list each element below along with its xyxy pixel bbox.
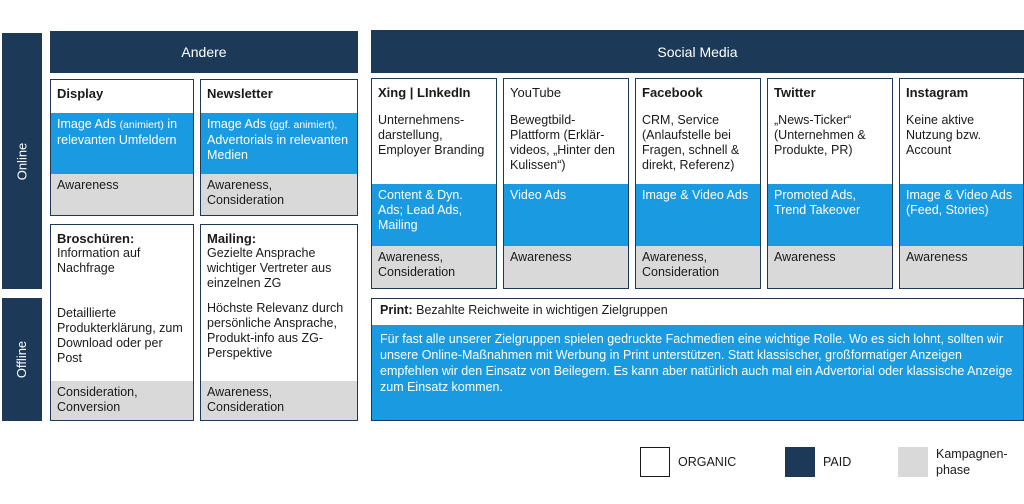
twitter-phase: Awareness xyxy=(768,246,892,288)
youtube-organic: Bewegtbild-Plattform (Erklär-videos, „Hinter den Kulissen“) xyxy=(510,113,615,172)
broschueren-organic xyxy=(51,225,193,381)
broschueren-text1: Information auf Nachfrage xyxy=(57,246,141,275)
xing-phase: Awareness, Consideration xyxy=(372,246,496,288)
header-social-media: Social Media xyxy=(371,30,1024,73)
legend-phase-swatch xyxy=(898,447,928,477)
card-broschueren xyxy=(50,224,194,421)
instagram-organic: Keine aktive Nutzung bzw. Account xyxy=(906,113,982,157)
display-title: Display xyxy=(57,86,104,101)
mailing-phase: Awareness, Consideration xyxy=(201,381,357,420)
mailing-title: Mailing: xyxy=(207,231,257,246)
legend-paid-label: PAID xyxy=(823,455,852,469)
legend-phase-label: Kampagnen- phase xyxy=(936,447,1008,477)
youtube-paid: Video Ads xyxy=(504,184,628,246)
facebook-paid: Image & Video Ads xyxy=(636,184,760,246)
newsletter-title: Newsletter xyxy=(207,86,273,101)
facebook-title: Facebook xyxy=(642,85,703,100)
print-heading: Print: Bezahlte Reichweite in wichtigen Zielgruppen xyxy=(380,303,668,317)
mailing-text1: Gezielte Ansprache wichtiger Vertreter aus einzelnen ZG xyxy=(207,246,332,290)
twitter-paid: Promoted Ads, Trend Takeover xyxy=(768,184,892,246)
broschueren-title: Broschüren: xyxy=(57,231,135,246)
facebook-phase: Awareness, Consideration xyxy=(636,246,760,288)
broschueren-phase: Consideration, Conversion xyxy=(51,381,193,420)
broschueren-text2: Detaillierte Produkterklärung, zum Download oder per Post xyxy=(57,306,183,365)
xing-paid: Content & Dyn. Ads; Lead Ads, Mailing xyxy=(372,184,496,246)
offline-label-text: Offline xyxy=(14,340,30,379)
offline-label xyxy=(2,298,42,421)
card-mailing xyxy=(200,224,358,421)
mailing-organic xyxy=(201,225,357,381)
twitter-title: Twitter xyxy=(774,85,816,100)
card-instagram xyxy=(899,78,1024,289)
online-label xyxy=(2,33,42,289)
display-paid: Image Ads (animiert) in relevanten Umfeldern xyxy=(51,113,193,174)
instagram-phase: Awareness xyxy=(900,246,1023,288)
legend-organic-label: ORGANIC xyxy=(678,455,737,469)
xing-organic: Unternehmens-darstellung, Employer Branding xyxy=(378,113,485,157)
online-label-text: Online xyxy=(14,142,30,180)
youtube-title: YouTube xyxy=(510,85,562,100)
card-xing-linkedin xyxy=(371,78,497,289)
mailing-text2: Höchste Relevanz durch persönliche Ansprache, Produkt-info aus ZG-Perspektive xyxy=(207,301,344,360)
card-youtube xyxy=(503,78,629,289)
display-phase: Awareness xyxy=(51,174,193,215)
card-display xyxy=(50,79,194,216)
xing-title: Xing | LInkedIn xyxy=(378,85,471,100)
legend-organic-swatch xyxy=(640,447,670,477)
newsletter-phase: Awareness, Consideration xyxy=(201,174,357,215)
card-facebook xyxy=(635,78,761,289)
youtube-phase: Awareness xyxy=(504,246,628,288)
instagram-title: Instagram xyxy=(906,85,969,100)
instagram-paid: Image & Video Ads (Feed, Stories) xyxy=(900,184,1023,246)
newsletter-paid: Image Ads (ggf. animiert), Advertorials in relevanten Medien xyxy=(201,113,357,174)
card-newsletter xyxy=(200,79,358,216)
card-twitter xyxy=(767,78,893,289)
twitter-organic: „News-Ticker“ (Unternehmen & Produkte, PR) xyxy=(774,113,866,157)
card-print xyxy=(371,298,1024,421)
legend-paid-swatch xyxy=(785,447,815,477)
header-andere: Andere xyxy=(50,31,358,73)
print-body: Für fast alle unserer Zielgruppen spielen gedruckte Fachmedien eine wichtige Rolle. Wo es sich lohnt, sollten wir unsere Online-Maßnahmen mit Werbung in Print unterstützen. Statt klassischer, großformatiger Anzeigen empfehlen wir den Einsatz von Beilegern. Es kann aber natürlich auch mal ein Advertorial oder klassische Anzeige zum Einsatz kommen. xyxy=(372,325,1023,420)
facebook-organic: CRM, Service (Anlaufstelle bei Fragen, schnell & direkt, Referenz) xyxy=(642,113,740,172)
